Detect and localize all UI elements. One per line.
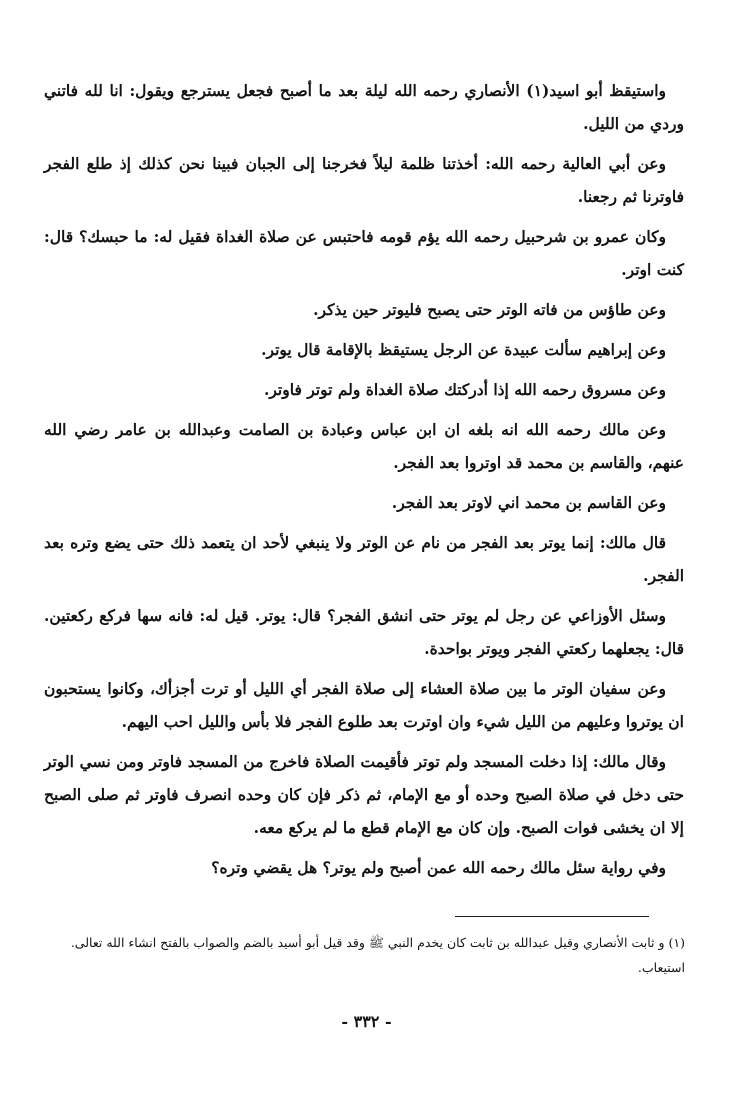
paragraph-9: قال مالك: إنما يوتر بعد الفجر من نام عن الوتر ولا ينبغي لأحد ان يتعمد ذلك حتى يضع وتره بعد الفجر. xyxy=(44,533,684,585)
paragraph-5: وعن إبراهيم سألت عبيدة عن الرجل يستيقظ بالإقامة قال يوتر. xyxy=(261,340,666,359)
paragraph-7: وعن مالك رحمه الله انه بلغه ان ابن عباس وعبادة بن الصامت وعبدالله بن عامر رضي الله عنهم، والقاسم بن محمد قد اوتروا بعد الفجر. xyxy=(44,420,684,472)
paragraph-3: وكان عمرو بن شرحبيل رحمه الله يؤم قومه فاحتبس عن صلاة الغداة فقيل له: ما حبسك؟ قال: كنت اوتر. xyxy=(44,227,684,279)
footnote-divider xyxy=(455,916,649,917)
footnote: (١) و ثابت الأنصاري وقيل عبدالله بن ثابت كان يخدم النبي ﷺ وقد قيل أبو أسيد بالضم والصواب بالفتح انشاء الله تعالى. استيعاب. xyxy=(70,935,685,975)
paragraph-2: وعن أبي العالية رحمه الله: أخذتنا ظلمة ليلاً فخرجنا إلى الجبان فبينا نحن كذلك إذ طلع الفجر فاوترنا ثم رجعنا. xyxy=(44,154,684,206)
paragraph-12: وقال مالك: إذا دخلت المسجد ولم توتر فأقيمت الصلاة فاخرج من المسجد فاوتر ومن نسي الوتر حتى دخل في صلاة الصبح وحده أو مع الإمام، ثم ذكر فإن كان وحده انصرف فاوتر ثم صلى الصبح إلا ان يخشى فوات الصبح. وإن كان مع الإمام قطع ما لم يركع معه. xyxy=(44,752,684,837)
main-text xyxy=(44,74,684,884)
paragraph-1: واستيقظ أبو اسيد(١) الأنصاري رحمه الله ليلة بعد ما أصبح فجعل يسترجع ويقول: انا لله فاتني وردي من الليل. xyxy=(44,81,684,133)
paragraph-10: وسئل الأوزاعي عن رجل لم يوتر حتى انشق الفجر؟ قال: يوتر. قيل له: فانه سها فركع ركعتين. قال: يجعلهما ركعتي الفجر ويوتر بواحدة. xyxy=(44,606,684,658)
paragraph-13: وفي رواية سئل مالك رحمه الله عمن أصبح ولم يوتر؟ هل يقضي وتره؟ xyxy=(211,858,666,877)
paragraph-4: وعن طاؤس من فاته الوتر حتى يصبح فليوتر حين يذكر. xyxy=(313,300,666,319)
paragraph-8: وعن القاسم بن محمد اني لاوتر بعد الفجر. xyxy=(391,493,666,512)
paragraph-11: وعن سفيان الوتر ما بين صلاة العشاء إلى صلاة الفجر أي الليل أو ترت أجزأك، وكانوا يستحبون ان يوتروا وعليهم من الليل شيء وان اوترت بعد طلوع الفجر فلا بأس والليل احب اليهم. xyxy=(44,679,684,731)
paragraph-6: وعن مسروق رحمه الله إذا أدركتك صلاة الغداة ولم توتر فاوتر. xyxy=(263,380,666,399)
page-number: - ٣٣٢ - xyxy=(341,1012,392,1031)
